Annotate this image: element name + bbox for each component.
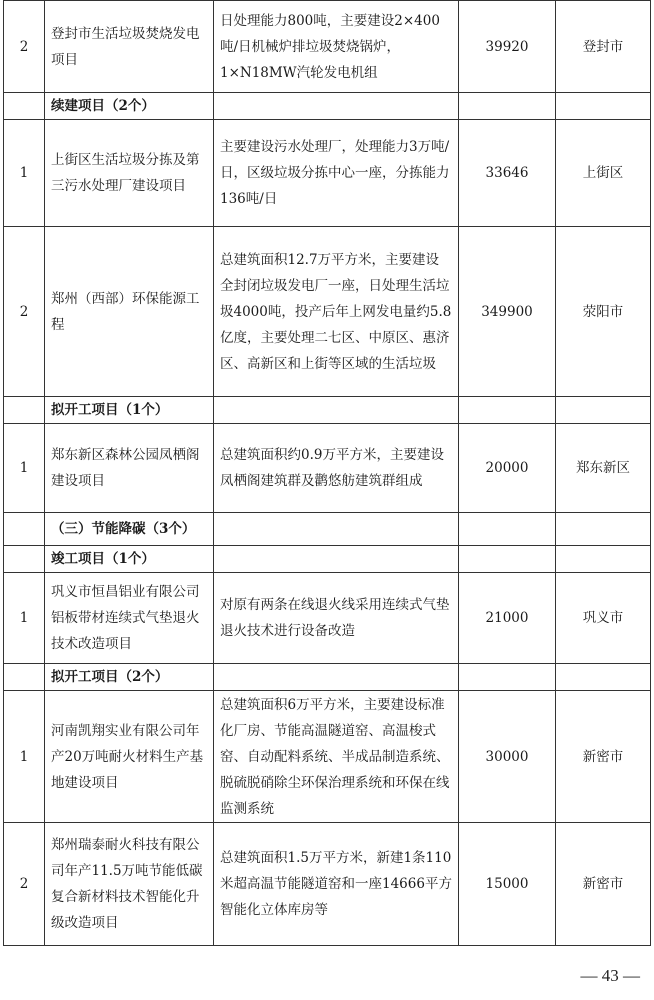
row-number: 1 [4, 573, 45, 664]
row-number: 1 [4, 691, 45, 823]
investment-amount: 39920 [459, 1, 556, 93]
project-location: 登封市 [556, 1, 651, 93]
row-number: 2 [4, 823, 45, 946]
investment-amount: 33646 [459, 120, 556, 227]
project-location: 新密市 [556, 691, 651, 823]
section-row [4, 664, 651, 691]
investment-amount: 30000 [459, 691, 556, 823]
project-location: 巩义市 [556, 573, 651, 664]
row-number: 1 [4, 120, 45, 227]
project-content: 对原有两条在线退火线采用连续式气垫退火技术进行设备改造 [214, 573, 459, 664]
project-location: 郑东新区 [556, 424, 651, 513]
section-heading: 续建项目（2个） [45, 93, 214, 120]
investment-amount: 21000 [459, 573, 556, 664]
table-row [4, 120, 651, 227]
project-name: 郑州瑞泰耐火科技有限公司年产11.5万吨节能低碳复合新材料技术智能化升级改造项目 [45, 823, 214, 946]
project-content: 总建筑面积6万平方米，主要建设标准化厂房、节能高温隧道窑、高温梭式窑、自动配料系统、半成品制造系统、脱硫脱硝除尘环保治理系统和环保在线监测系统 [214, 691, 459, 823]
project-content: 主要建设污水处理厂，处理能力3万吨/日，区级垃圾分拣中心一座，分拣能力136吨/日 [214, 120, 459, 227]
page-number: — 43 — [580, 966, 640, 985]
row-number: 2 [4, 1, 45, 93]
project-name: 郑东新区森林公园凤栖阁建设项目 [45, 424, 214, 513]
project-content: 总建筑面积1.5万平方米，新建1条110米超高温节能隧道窑和一座14666平方智能化立体库房等 [214, 823, 459, 946]
project-name: 河南凯翔实业有限公司年产20万吨耐火材料生产基地建设项目 [45, 691, 214, 823]
project-table [3, 0, 651, 946]
group-heading: （三）节能降碳（3个） [45, 513, 214, 546]
table-row [4, 227, 651, 397]
project-name: 郑州（西部）环保能源工程 [45, 227, 214, 397]
group-row [4, 513, 651, 546]
investment-amount: 349900 [459, 227, 556, 397]
section-heading: 拟开工项目（1个） [45, 397, 214, 424]
project-content: 日处理能力800吨，主要建设2×400吨/日机械炉排垃圾焚烧锅炉，1×N18MW汽轮发电机组 [214, 1, 459, 93]
section-heading: 竣工项目（1个） [45, 546, 214, 573]
table-row [4, 1, 651, 93]
section-heading: 拟开工项目（2个） [45, 664, 214, 691]
row-number: 1 [4, 424, 45, 513]
project-location: 新密市 [556, 823, 651, 946]
project-name: 上街区生活垃圾分拣及第三污水处理厂建设项目 [45, 120, 214, 227]
section-row [4, 397, 651, 424]
row-number: 2 [4, 227, 45, 397]
project-location: 荥阳市 [556, 227, 651, 397]
project-name: 巩义市恒昌铝业有限公司铝板带材连续式气垫退火技术改造项目 [45, 573, 214, 664]
table-row [4, 573, 651, 664]
table-row [4, 823, 651, 946]
table-row [4, 691, 651, 823]
project-content: 总建筑面积约0.9万平方米，主要建设凤栖阁建筑群及鹳悠舫建筑群组成 [214, 424, 459, 513]
investment-amount: 20000 [459, 424, 556, 513]
project-name: 登封市生活垃圾焚烧发电项目 [45, 1, 214, 93]
table-row [4, 424, 651, 513]
section-row [4, 546, 651, 573]
section-row [4, 93, 651, 120]
investment-amount: 15000 [459, 823, 556, 946]
project-content: 总建筑面积12.7万平方米，主要建设全封闭垃圾发电厂一座，日处理生活垃圾4000吨，投产后年上网发电量约5.8亿度，主要处理二七区、中原区、惠济区、高新区和上街等区域的生活垃圾 [214, 227, 459, 397]
project-location: 上街区 [556, 120, 651, 227]
